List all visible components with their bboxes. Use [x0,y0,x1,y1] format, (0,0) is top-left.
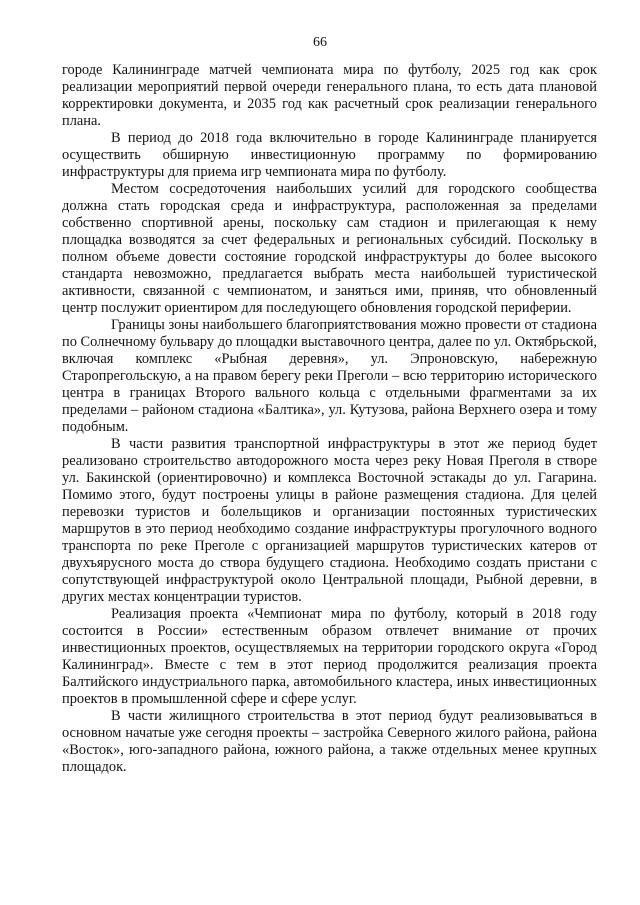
paragraph-continued: городе Калининграде матчей чемпионата мира по футболу, 2025 год как срок реализации мероприятий первой очереди генерального плана, то есть дата плановой корректировки документа, и 2035 год как расчетный срок реализации генерального плана. [62,62,597,129]
paragraph-investment-program: В период до 2018 года включительно в городе Калининграде планируется осуществить обширную инвестиционную программу по формированию инфраструктуры для приема игр чемпионата мира по футболу. [62,130,597,180]
paragraph-zone-boundaries: Границы зоны наибольшего благоприятствования можно провести от стадиона по Солнечному бульвару до площадки выставочного центра, далее по ул. Октябрьской, включая комплекс «Рыбная деревня», ул. Эпроновскую, набережную Старопрегольскую, а на правом берегу реки Преголи – всю территорию исторического центра в границах Второго вального кольца с отдельными фрагментами за их пределами – районом стадиона «Балтика», ул. Кутузова, района Верхнего озера и тому подобным. [62,317,597,435]
paragraph-championship-project: Реализация проекта «Чемпионат мира по футболу, который в 2018 году состоится в России» естественным образом отвлечет внимание от прочих инвестиционных проектов, осуществляемых на территории городского округа «Город Калининград». Вместе с тем в этот период продолжится реализация проекта Балтийского индустриального парка, автомобильного кластера, иных инвестиционных проектов в промышленной сфере и сфере услуг. [62,606,597,707]
paragraph-urban-environment: Местом сосредоточения наибольших усилий для городского сообщества должна стать городская среда и инфраструктура, расположенная за пределами собственно спортивной арены, поскольку сам стадион и прилегающая к нему площадка возводятся за счет федеральных и региональных субсидий. Поскольку в полном объеме довести состояние городской инфраструктуры до более высокого стандарта невозможно, предлагается выбрать места наибольшей туристической активности, связанной с чемпионатом, и заняться ими, приняв, что обновленный центр послужит ориентиром для последующего обновления городской периферии. [62,181,597,316]
paragraph-housing-construction: В части жилищного строительства в этот период будут реализовываться в основном начатые уже сегодня проекты – застройка Северного жилого района, района «Восток», юго-западного района, южного района, а также отдельных менее крупных площадок. [62,708,597,775]
paragraph-transport-infrastructure: В части развития транспортной инфраструктуры в этот же период будет реализовано строительство автодорожного моста через реку Новая Преголя в створе ул. Бакинской (ориентировочно) и комплекса Восточной эстакады до ул. Гагарина. Помимо этого, будут построены улицы в районе размещения стадиона. Для целей перевозки туристов и болельщиков и организации постоянных туристических маршрутов в это период необходимо создание инфраструктуры прогулочного водного транспорта по реке Преголе с организацией маршрутов туристических катеров от двухъярусного моста до створа будущего стадиона. Необходимо создать пристани с сопутствующей инфраструктурой около Центральной площади, Рыбной деревни, в других местах концентрации туристов. [62,436,597,605]
page-number: 66 [313,35,327,50]
body-text [62,62,597,776]
